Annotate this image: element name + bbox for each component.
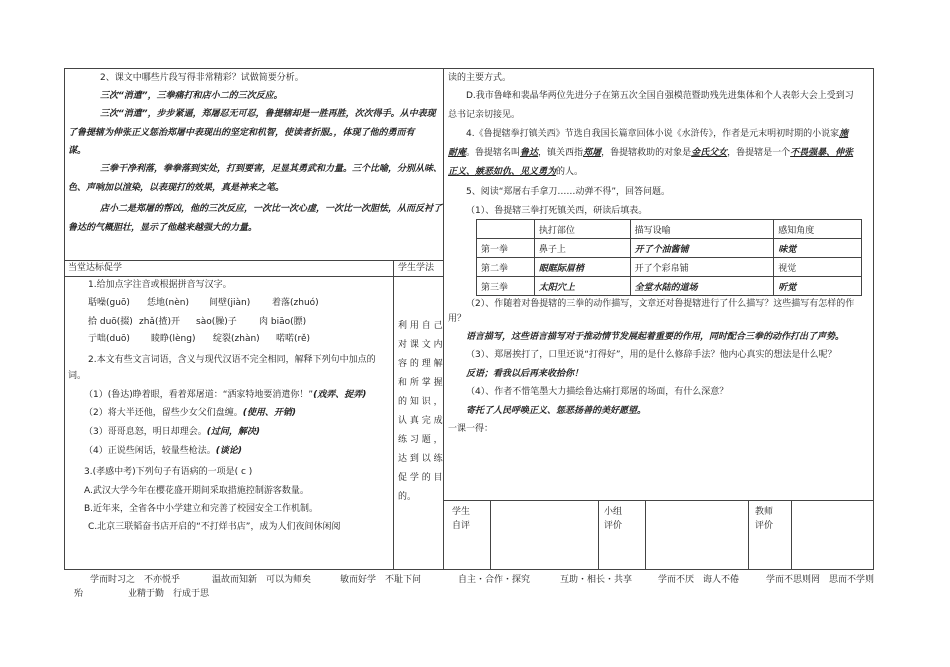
method-line-3: 容 的 理 解 [398, 359, 443, 369]
answer-2-line-2: 三次“消遣”，步步紧逼，郑屠忍无可忍，鲁提辖却是一胜再胜，次次得手。从中表现 [100, 109, 436, 119]
footer-motto-3: 敏而好学 不耻下问 [340, 575, 422, 585]
pinyin-9: 亍咄(duō) [88, 334, 130, 344]
pinyin-3: 间壁(jiàn) [209, 298, 251, 308]
question-4-line-1 [466, 128, 848, 141]
section-header-practice: 当堂达标促学 [68, 263, 123, 273]
exercise-2-item-1-answer: (戏弄、捉弄) [313, 390, 367, 400]
method-line-1: 利 用 自 己 [398, 321, 443, 331]
eval-col-5 [791, 500, 792, 570]
answer-2-line-3: 了鲁提辖为伸张正义惩治郑屠中表现出的坚定和机智，使读者折服。，体现了他的勇而有 [68, 128, 415, 138]
eval-group-label-2: 评价 [604, 521, 623, 531]
answer-2-line-1: 三次“消遣”，三拳痛打和店小二的三次反应。 [100, 91, 283, 101]
eval-col-3 [645, 500, 646, 570]
question-5-title: 5、阅读“郑屠右手拿刀……动弹不得”，回答问题。 [466, 187, 671, 197]
footer-motto-7: 学而不思则罔 思而不学则 [766, 575, 875, 585]
section-header-method: 学生学法 [398, 263, 435, 273]
table-cell: 鼻子上 [534, 239, 630, 258]
eval-col-1 [490, 500, 491, 570]
table-row [477, 239, 862, 258]
pinyin-12: 喏喏(rě) [276, 334, 311, 344]
table-header-cell: 执打部位 [534, 220, 630, 239]
left-section-divider [64, 260, 444, 261]
exercise-2-item-3 [84, 426, 260, 439]
question-4-text-4: ，鲁提辖救助的对象是 [601, 148, 692, 158]
footer-motto-5: 互助・相长・共享 [560, 575, 633, 585]
question-4-answer-trait-1: 不畏强暴、伸张 [790, 148, 854, 158]
method-line-4: 和 所 掌 握 [398, 378, 443, 388]
question-5-part-2-line-2: 用？ [448, 314, 467, 324]
footer-motto-4: 自主・合作・探究 [458, 575, 531, 585]
answer-2-line-5: 三拳干净利落，拳拳落到实处，打到要害，足显其勇武和力量。三个比喻，分别从味、 [100, 164, 443, 174]
question-4-answer-author-2: 耐庵 [448, 148, 467, 158]
eval-teacher-label-2: 评价 [755, 521, 774, 531]
pinyin-6: zhǎ(揸)开 [139, 317, 180, 327]
method-column-divider [393, 260, 394, 570]
eval-teacher-label-1: 教师 [755, 507, 774, 517]
table-cell: 开了个油酱铺 [630, 239, 774, 258]
question-5-part-1: （1）、鲁提辖三拳打死镇关西，研读后填表。 [466, 206, 648, 216]
question-5-part-3: （3）、郑屠挨打了，口里还说“打得好”，用的是什么修辞手法？他内心真实的想法是什么呢？ [466, 350, 837, 360]
question-4-answer-name: 鲁达 [520, 148, 539, 158]
pinyin-4: 着落(zhuó) [272, 298, 319, 308]
table-cell: 第一拳 [477, 239, 535, 258]
method-line-5: 的 知 识 ， [398, 397, 443, 407]
footer-motto-8: 殆 [74, 589, 84, 599]
exercise-2-item-4-answer: (谈论) [215, 446, 242, 456]
method-line-7: 练 习 题 ， [398, 435, 443, 445]
exercise-2-item-3-answer: (过问，解决) [206, 427, 260, 437]
pinyin-8: 肉 biāo(膘) [259, 317, 307, 327]
question-4-line-2 [448, 147, 853, 160]
question-4-answer-trait-2: 正义、嫉恶如仇、见义勇为 [448, 167, 557, 177]
method-line-8: 达 到 以 练 [398, 454, 443, 464]
answer-2-line-8: 鲁达的气概胆壮，显示了他越来越强大的力量。 [68, 223, 258, 233]
question-4-text-2: 。鲁提辖名叫 [466, 148, 521, 158]
eval-row-top [443, 500, 874, 501]
pinyin-7: sào(臊)子 [196, 317, 237, 327]
exercise-2-item-2 [84, 407, 296, 420]
question-2: 2、课文中哪些片段写得非常精彩？试做简要分析。 [100, 73, 304, 83]
exercise-2-item-2-answer: (使用、开销) [242, 408, 296, 418]
exercise-2-item-1 [84, 389, 366, 402]
exercise-3-title: 3.(孝感中考)下列句子有语病的一项是( c ) [84, 467, 253, 477]
eval-group-label-1: 小组 [604, 507, 623, 517]
footer-motto-1: 学而时习之 不亦悦乎 [90, 575, 181, 585]
punch-table [476, 219, 862, 296]
table-cell: 开了个彩帛铺 [630, 258, 774, 277]
table-cell: 听觉 [774, 277, 862, 296]
pinyin-11: 绽裂(zhàn) [213, 334, 260, 344]
option-d-line-1: D.我市鲁峰和裴晶华两位先进分子在第五次全国自强模范暨助残先进集体和个人表彰大会上受到习 [466, 91, 854, 101]
footer-motto-2: 温故而知新 可以为师矣 [212, 575, 312, 585]
question-5-part-4: （4）、作者不惜笔墨大力描绘鲁达痛打郑屠的场面，有什么深意？ [466, 387, 729, 397]
center-divider [443, 68, 444, 570]
exercise-3-option-b: B.近年来，全省各中小学建立和完善了校园安全工作机制。 [84, 504, 319, 514]
table-cell: 味觉 [774, 239, 862, 258]
question-4-text-6: 的人。 [556, 167, 584, 177]
exercise-2-item-3-text: （3）哥哥息怒，明日却理会。 [84, 427, 207, 437]
question-4-answer-jin: 金氏父女 [691, 148, 728, 158]
table-cell: 第二拳 [477, 258, 535, 277]
question-4-answer-zheng: 郑屠 [583, 148, 602, 158]
table-row [477, 277, 862, 296]
table-cell: 视觉 [774, 258, 862, 277]
question-4-text-3: ，镇关西指 [538, 148, 584, 158]
question-4-answer-author-1: 施 [839, 129, 849, 139]
question-5-part-2-line-1: （2）、作随着对鲁提辖的三拳的动作描写，文章还对鲁提辖进行了什么描写？这些描写有怎样的作 [466, 299, 855, 309]
exercise-2-line-1: 2.本文有些文言词语，含义与现代汉语不完全相同，解释下列句中加点的 [88, 355, 376, 365]
method-line-6: 认 真 完 成 [398, 416, 443, 426]
answer-2-line-7: 店小二是郑屠的帮凶，他的三次反应，一次比一次心虚，一次比一次胆怯，从而反衬了 [100, 204, 443, 214]
table-header-cell: 描写设喻 [630, 220, 774, 239]
exercise-2-line-2: 词。 [68, 371, 87, 381]
exercise-2-item-4-text: （4）正说些闲话，较量些枪法。 [84, 446, 216, 456]
table-header-cell: 感知角度 [774, 220, 862, 239]
exercise-2-item-1-text: （1）(鲁达)睁着眼，看着郑屠道：“洒家特地要消遣你！” [84, 390, 314, 400]
table-cell: 太阳穴上 [534, 277, 630, 296]
pinyin-5: 拾 duō(掇) [88, 317, 133, 327]
question-5-part-2-answer: 语言描写，这些语言描写对于推动情节发展起着重要的作用，同时配合三拳的动作打出了声势。 [466, 332, 845, 342]
exercise-2-item-2-text: （2）将大半还他，留些少女父们盘缠。 [84, 408, 243, 418]
table-cell: 第三拳 [477, 277, 535, 296]
footer-motto-9: 业精于勤 行成于思 [128, 589, 210, 599]
pinyin-2: 恁地(nèn) [147, 298, 189, 308]
footer-motto-6: 学而不厌 诲人不倦 [658, 575, 740, 585]
table-cell: 眼眶际眉梢 [534, 258, 630, 277]
question-5-part-4-answer: 寄托了人民呼唤正义、惩恶扬善的美好愿望。 [466, 406, 647, 416]
question-4-text-5: ，鲁提辖是一个 [727, 148, 791, 158]
pinyin-1: 聒噪(guō) [88, 298, 130, 308]
answer-2-line-4: 谋。 [68, 146, 87, 156]
exercise-3-option-a: A.武汉大学今年在樱花盛开期间采取措施控制游客数量。 [84, 486, 309, 496]
pinyin-10: 睖睁(lèng) [151, 334, 196, 344]
table-row [477, 258, 862, 277]
answer-2-line-6: 色、声响加以渲染，以表现打的效果，真是神来之笔。 [68, 183, 285, 193]
exercise-1-title: 1.给加点字注音或根据拼音写汉字。 [88, 280, 232, 290]
table-header-cell [477, 220, 535, 239]
table-header-row [477, 220, 862, 239]
question-4-text-1: 4.《鲁提辖拳打镇关西》节选自我国长篇章回体小说《水浒传》，作者是元末明初时期的小说家 [466, 129, 840, 139]
eval-student-label-1: 学生 [452, 507, 471, 517]
method-line-9: 促 学 的 目 [398, 473, 443, 483]
question-5-part-3-answer: 反语；看我以后再来收拾你！ [466, 369, 584, 379]
eval-student-label-2: 自评 [452, 521, 471, 531]
method-line-2: 对 课 文 内 [398, 340, 443, 350]
exercise-2-item-4 [84, 445, 242, 458]
eval-col-2 [598, 500, 599, 570]
eval-col-4 [748, 500, 749, 570]
left-header-divider [64, 276, 444, 277]
right-line-1: 读的主要方式。 [448, 73, 512, 83]
option-d-line-2: 总书记亲切接见。 [448, 110, 521, 120]
question-4-line-3 [448, 166, 583, 179]
table-cell: 全堂水陆的道场 [630, 277, 774, 296]
method-line-10: 的。 [398, 492, 417, 502]
exercise-3-option-c: C.北京三联韬奋书店开启的“不打烊书店”，成为人们夜间休闲阅 [88, 522, 341, 532]
one-lesson-gain-label: 一课一得： [448, 424, 494, 434]
